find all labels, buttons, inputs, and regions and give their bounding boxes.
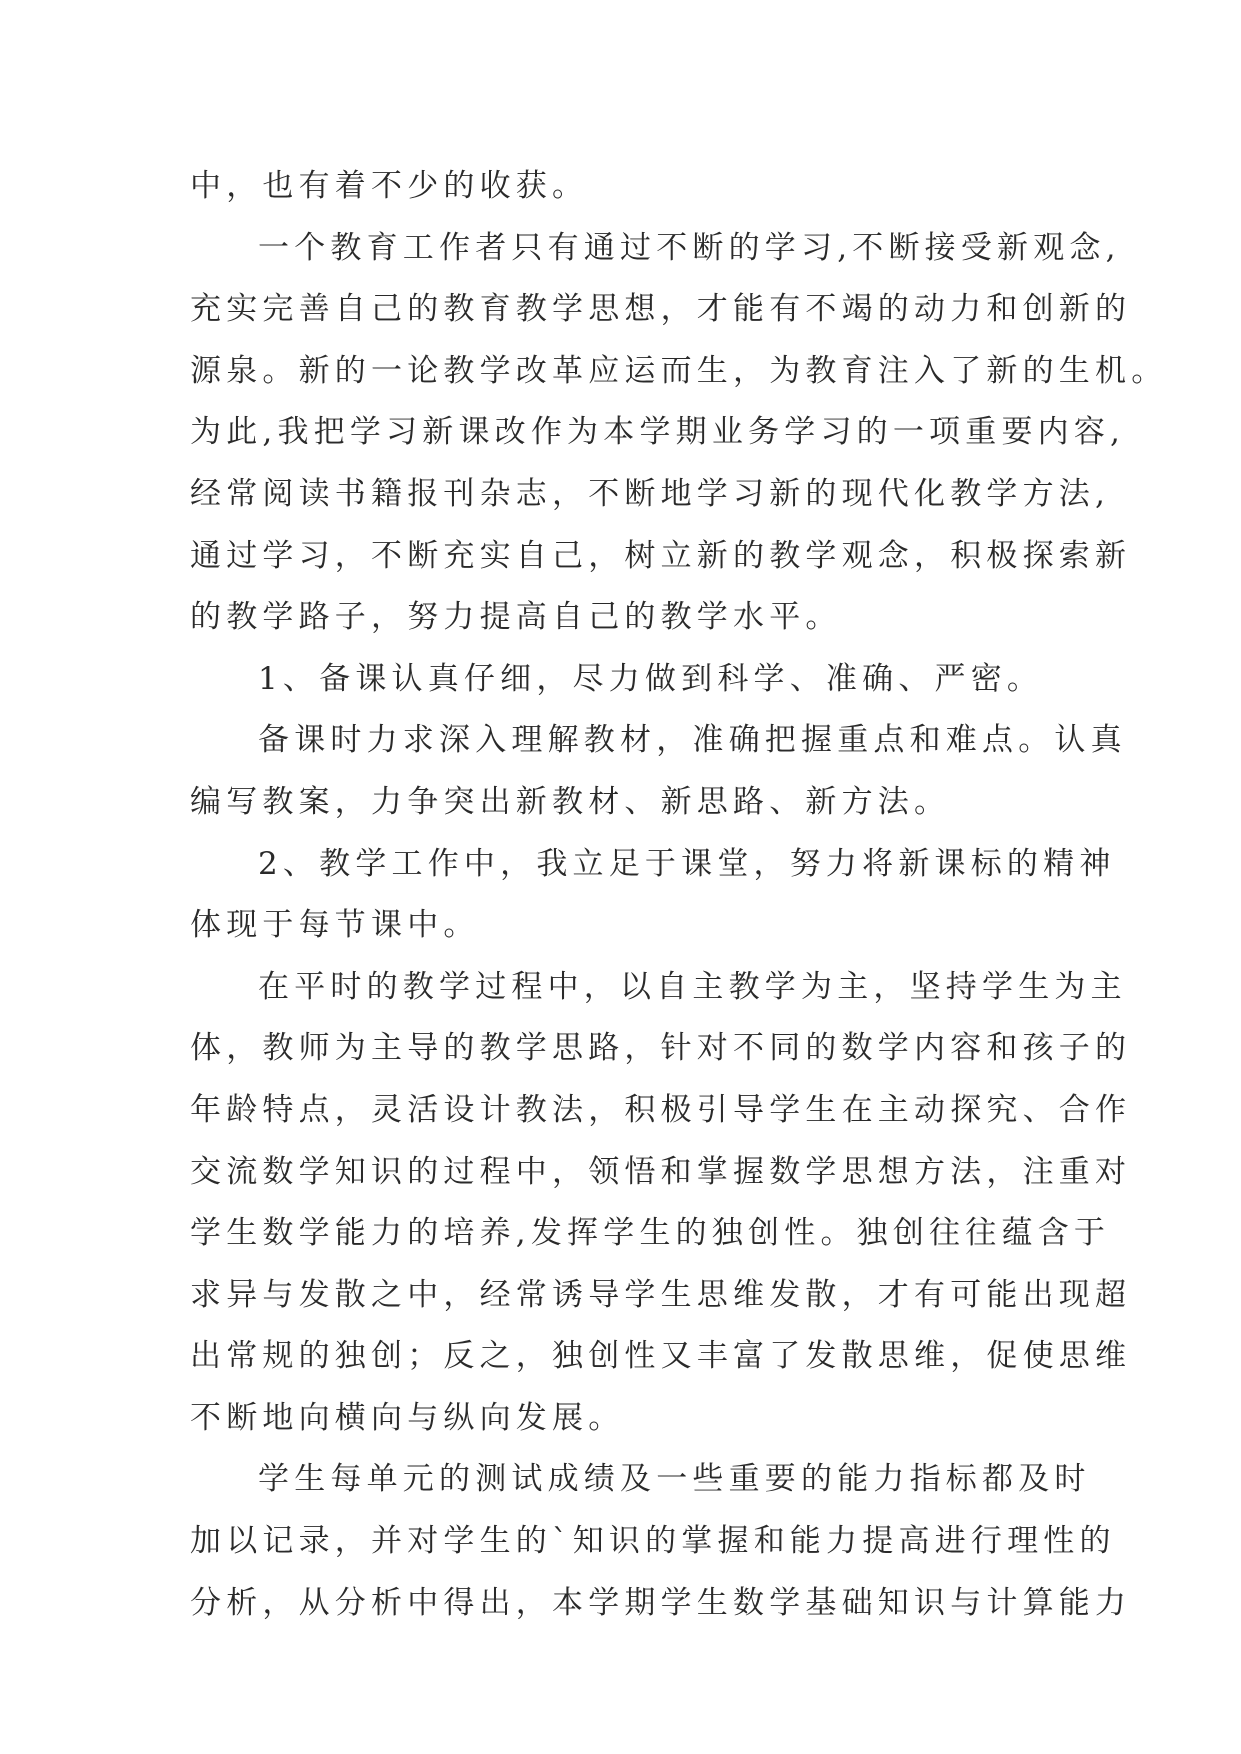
text-line: 出常规的独创；反之，独创性又丰富了发散思维，促使思维 (190, 1338, 1132, 1375)
text-line: 经常阅读书籍报刊杂志，不断地学习新的现代化教学方法, (190, 475, 1111, 512)
text-line: 一个教育工作者只有通过不断的学习,不断接受新观念, (258, 229, 1121, 266)
text-line: 2、教学工作中，我立足于课堂，努力将新课标的精神 (258, 845, 1116, 882)
text-line: 为此,我把学习新课改作为本学期业务学习的一项重要内容, (190, 414, 1126, 451)
text-line: 通过学习，不断充实自己，树立新的教学观念，积极探索新 (190, 537, 1132, 574)
text-line: 体，教师为主导的教学思路，针对不同的数学内容和孩子的 (190, 1030, 1132, 1067)
text-line: 学生数学能力的培养,发挥学生的独创性。独创往往蕴含于 (190, 1215, 1111, 1252)
text-line: 学生每单元的测试成绩及一些重要的能力指标都及时 (258, 1461, 1091, 1498)
text-line: 加以记录，并对学生的`知识的掌握和能力提高进行理性的 (190, 1523, 1116, 1560)
text-line: 充实完善自己的教育教学思想，才能有不竭的动力和创新的 (190, 291, 1132, 328)
text-line: 在平时的教学过程中，以自主教学为主，坚持学生为主 (258, 968, 1127, 1005)
text-line: 交流数学知识的过程中，领悟和掌握数学思想方法，注重对 (190, 1153, 1132, 1190)
text-line: 体现于每节课中。 (190, 907, 480, 944)
text-line: 中，也有着不少的收获。 (190, 168, 589, 204)
body-text (190, 156, 1168, 1634)
text-line: 备课时力求深入理解教材，准确把握重点和难点。认真 (258, 722, 1127, 759)
text-line: 不断地向横向与纵向发展。 (190, 1399, 625, 1436)
text-line: 分析，从分析中得出，本学期学生数学基础知识与计算能力 (190, 1584, 1132, 1621)
text-line: 编写教案，力争突出新教材、新思路、新方法。 (190, 783, 951, 820)
text-line: 1、备课认真仔细，尽力做到科学、准确、严密。 (258, 660, 1044, 697)
text-line: 源泉。新的一论教学改革应运而生，为教育注入了新的生机。 (190, 352, 1168, 389)
text-line: 求异与发散之中，经常诱导学生思维发散，才有可能出现超 (190, 1276, 1132, 1313)
text-line: 的教学路子，努力提高自己的教学水平。 (190, 599, 842, 636)
text-line: 年龄特点，灵活设计教法，积极引导学生在主动探究、合作 (190, 1091, 1132, 1128)
